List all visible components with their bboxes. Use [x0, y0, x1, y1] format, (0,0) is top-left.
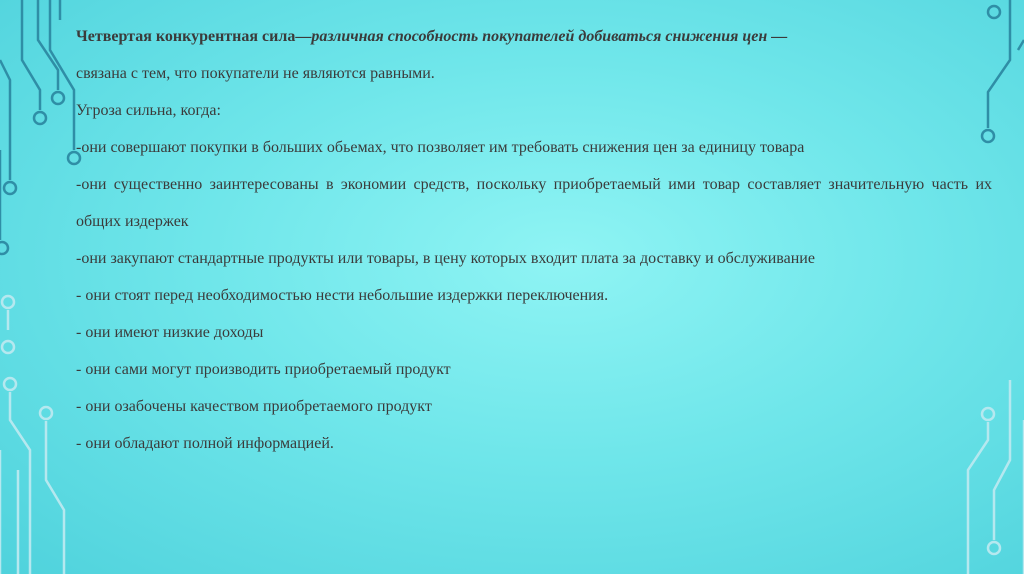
bullet-item: - они озабочены качеством приобретаемого продукт: [76, 398, 432, 415]
lead-bold-text: Четвертая конкурентная сила—: [76, 28, 312, 45]
bullet-item: - они имеют низкие доходы: [76, 324, 264, 341]
circuit-top-left: [0, 0, 80, 254]
bullet-item: - они сами могут производить приобретаемый продукт: [76, 361, 451, 378]
bullet-item: -они существенно заинтересованы в экономии средств, поскольку приобретаемый ими товар составляет значительную часть их общих издержек: [76, 176, 992, 230]
bullet-item: -они закупают стандартные продукты или товары, в цену которых входит плата за доставку и обслуживание: [76, 250, 815, 267]
lead-paragraph: [76, 18, 992, 92]
bullet-item: -они совершают покупки в больших обьемах, что позволяет им требовать снижения цен за единицу товара: [76, 139, 805, 156]
lead-tail-text: связана с тем, что покупатели не являются равными.: [76, 65, 435, 82]
lead-italic-text: различная способность покупателей добиваться снижения цен —: [311, 28, 788, 45]
bullet-item: - они стоят перед необходимостью нести небольшие издержки переключения.: [76, 287, 609, 304]
circuit-bottom-left: [0, 296, 64, 574]
slide-body: [76, 18, 992, 462]
bullet-item: - они обладают полной информацией.: [76, 435, 334, 452]
paragraph: Угроза сильна, когда:: [76, 102, 221, 119]
